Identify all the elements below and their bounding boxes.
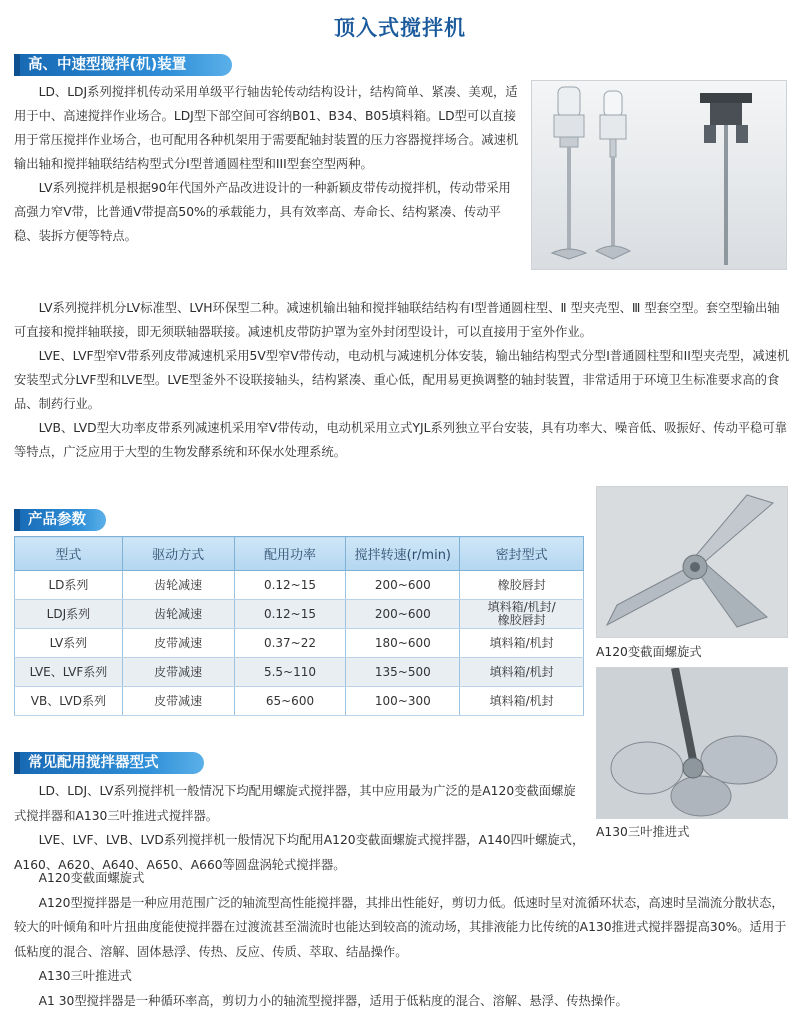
- paragraph-lvb-lvd: LVB、LVD型大功率皮带系列减速机采用窄V带传动，电动机采用立式YJL系列独立平台安装，具有功率大、噪音低、吸振好、传动平稳可靠等特点，广泛应用于大型的生物发酵系统和环保水处理系统。: [14, 421, 788, 459]
- table-row: [15, 600, 584, 629]
- seal-line-2: 橡胶唇封: [497, 613, 546, 627]
- table-cell: 200~600: [346, 571, 460, 600]
- table-cell: 180~600: [346, 629, 460, 658]
- column-header-speed: 搅拌转速(r/min): [346, 537, 460, 571]
- impellers-details: [14, 866, 790, 1013]
- a130-impeller-illustration: [597, 668, 788, 819]
- table-cell: 橡胶唇封: [460, 571, 584, 600]
- product-params-table: [14, 536, 584, 716]
- a120-caption: A120变截面螺旋式: [596, 645, 702, 659]
- paragraph-a130: A1 30型搅拌器是一种循环率高，剪切力小的轴流型搅拌器，适用于低粘度的混合、溶解、悬浮、传热操作。: [38, 993, 628, 1008]
- table-cell: 填料箱/机封: [460, 687, 584, 716]
- column-header-power: 配用功率: [234, 537, 346, 571]
- table-cell: 皮带减速: [122, 687, 234, 716]
- table-cell: LD系列: [15, 571, 123, 600]
- column-header-seal: 密封型式: [460, 537, 584, 571]
- table-cell: 65~600: [234, 687, 346, 716]
- table-row: [15, 658, 584, 687]
- table-cell: 100~300: [346, 687, 460, 716]
- agitator-product-photo: [531, 80, 787, 270]
- table-cell: LDJ系列: [15, 600, 123, 629]
- section-heading-impellers: 常见配用搅拌器型式: [14, 752, 204, 774]
- a130-impeller-photo: [596, 667, 788, 819]
- high-speed-intro: [14, 80, 522, 248]
- table-cell: 0.12~15: [234, 600, 346, 629]
- table-cell: LV系列: [15, 629, 123, 658]
- agitator-illustration: [532, 81, 787, 270]
- table-cell: 0.37~22: [234, 629, 346, 658]
- paragraph-helical-common: LD、LDJ、LV系列搅拌机一般情况下均配用螺旋式搅拌器，其中应用最为广泛的是A120变截面螺旋式搅拌器和A130三叶推进式搅拌器。: [14, 784, 576, 823]
- table-cell: 皮带减速: [122, 658, 234, 687]
- table-cell: 齿轮减速: [122, 600, 234, 629]
- table-row: [15, 629, 584, 658]
- table-cell: 135~500: [346, 658, 460, 687]
- paragraph-a120: A120型搅拌器是一种应用范围广泛的轴流型高性能搅拌器，其排出性能好，剪切力低。低速时呈对流循环状态，高速时呈湍流分散状态，较大的叶倾角和叶片扭曲度能使搅拌器在过渡流甚至湍流时也能达到较高的流动场，其排液能力比传统的A130推进式搅拌器提高30%。适用于低粘度的混合、溶解、固体悬浮、传热、反应、传质、萃取、结晶操作。: [14, 895, 787, 959]
- table-cell: 皮带减速: [122, 629, 234, 658]
- table-cell-seal-multiline: [460, 600, 584, 629]
- table-row: [15, 571, 584, 600]
- table-cell: 5.5~110: [234, 658, 346, 687]
- paragraph-lve-lvf: LVE、LVF型窄V带系列皮带减速机采用5V型窄V带传动，电动机与减速机分体安装，输出轴结构型式分型I普通圆柱型和II型夹壳型，减速机安装型式分LVF型和LVE型。LVE型釜外不设联接轴头，结构紧凑、重心低，配用易更换调整的轴封装置，非常适用于环境卫生标准要求高的食品、制药行业。: [14, 349, 790, 411]
- high-speed-details: [14, 296, 790, 464]
- column-header-model: 型式: [15, 537, 123, 571]
- column-header-drive: 驱动方式: [122, 537, 234, 571]
- table-cell: 齿轮减速: [122, 571, 234, 600]
- paragraph-lve-impellers: LVE、LVF、LVB、LVD系列搅拌机一般情况下均配用A120变截面螺旋式搅拌器，A140四叶螺旋式，A160、A620、A640、A650、A660等圆盘涡轮式搅拌器。: [14, 833, 585, 872]
- a120-impeller-illustration: [597, 487, 788, 638]
- table-row: [15, 687, 584, 716]
- paragraph-ld-ldj: LD、LDJ系列搅拌机传动采用单级平行轴齿轮传动结构设计，结构简单、紧凑、美观，适用于中、高速搅拌作业场合。LDJ型下部空间可容纳B01、B34、B05填料箱。LD型可以直接用于常压搅拌作业场合，也可配用各种机架用于需要配轴封装置的压力容器搅拌场合。减速机输出轴和搅拌轴联结结构型式分I型普通圆柱型和III型套空型两种。: [14, 85, 519, 171]
- table-cell: 0.12~15: [234, 571, 346, 600]
- table-header-row: [15, 537, 584, 571]
- section-heading-params: 产品参数: [14, 509, 106, 531]
- page-title: 顶入式搅拌机: [334, 16, 466, 40]
- table-cell: LVE、LVF系列: [15, 658, 123, 687]
- paragraph-lv: LV系列搅拌机是根据90年代国外产品改进设计的一种新颖皮带传动搅拌机，传动带采用高强力窄V带，比普通V带提高50%的承载能力，具有效率高、寿命长、结构紧凑、传动平稳、装拆方便等特点。: [14, 181, 511, 243]
- table-cell: 200~600: [346, 600, 460, 629]
- section-heading-high-speed: 高、中速型搅拌(机)装置: [14, 54, 232, 76]
- a120-impeller-photo: [596, 486, 788, 638]
- table-cell: 填料箱/机封: [460, 629, 584, 658]
- table-cell: VB、LVD系列: [15, 687, 123, 716]
- paragraph-lv-types: LV系列搅拌机分LV标准型、LVH环保型二种。减速机输出轴和搅拌轴联结结构有I型普通圆柱型、Ⅱ 型夹壳型、Ⅲ 型套空型。套空型输出轴可直接和搅拌轴联接，即无须联轴器联接。减速机皮带防护罩为室外封闭型设计，可以直接用于室外作业。: [14, 301, 780, 339]
- seal-line-1: 填料箱/机封/: [487, 600, 556, 614]
- subheading-a120: A120变截面螺旋式: [38, 871, 145, 885]
- table-cell: 填料箱/机封: [460, 658, 584, 687]
- impellers-intro: [14, 779, 586, 877]
- a130-caption: A130三叶推进式: [596, 825, 690, 839]
- subheading-a130: A130三叶推进式: [38, 969, 132, 983]
